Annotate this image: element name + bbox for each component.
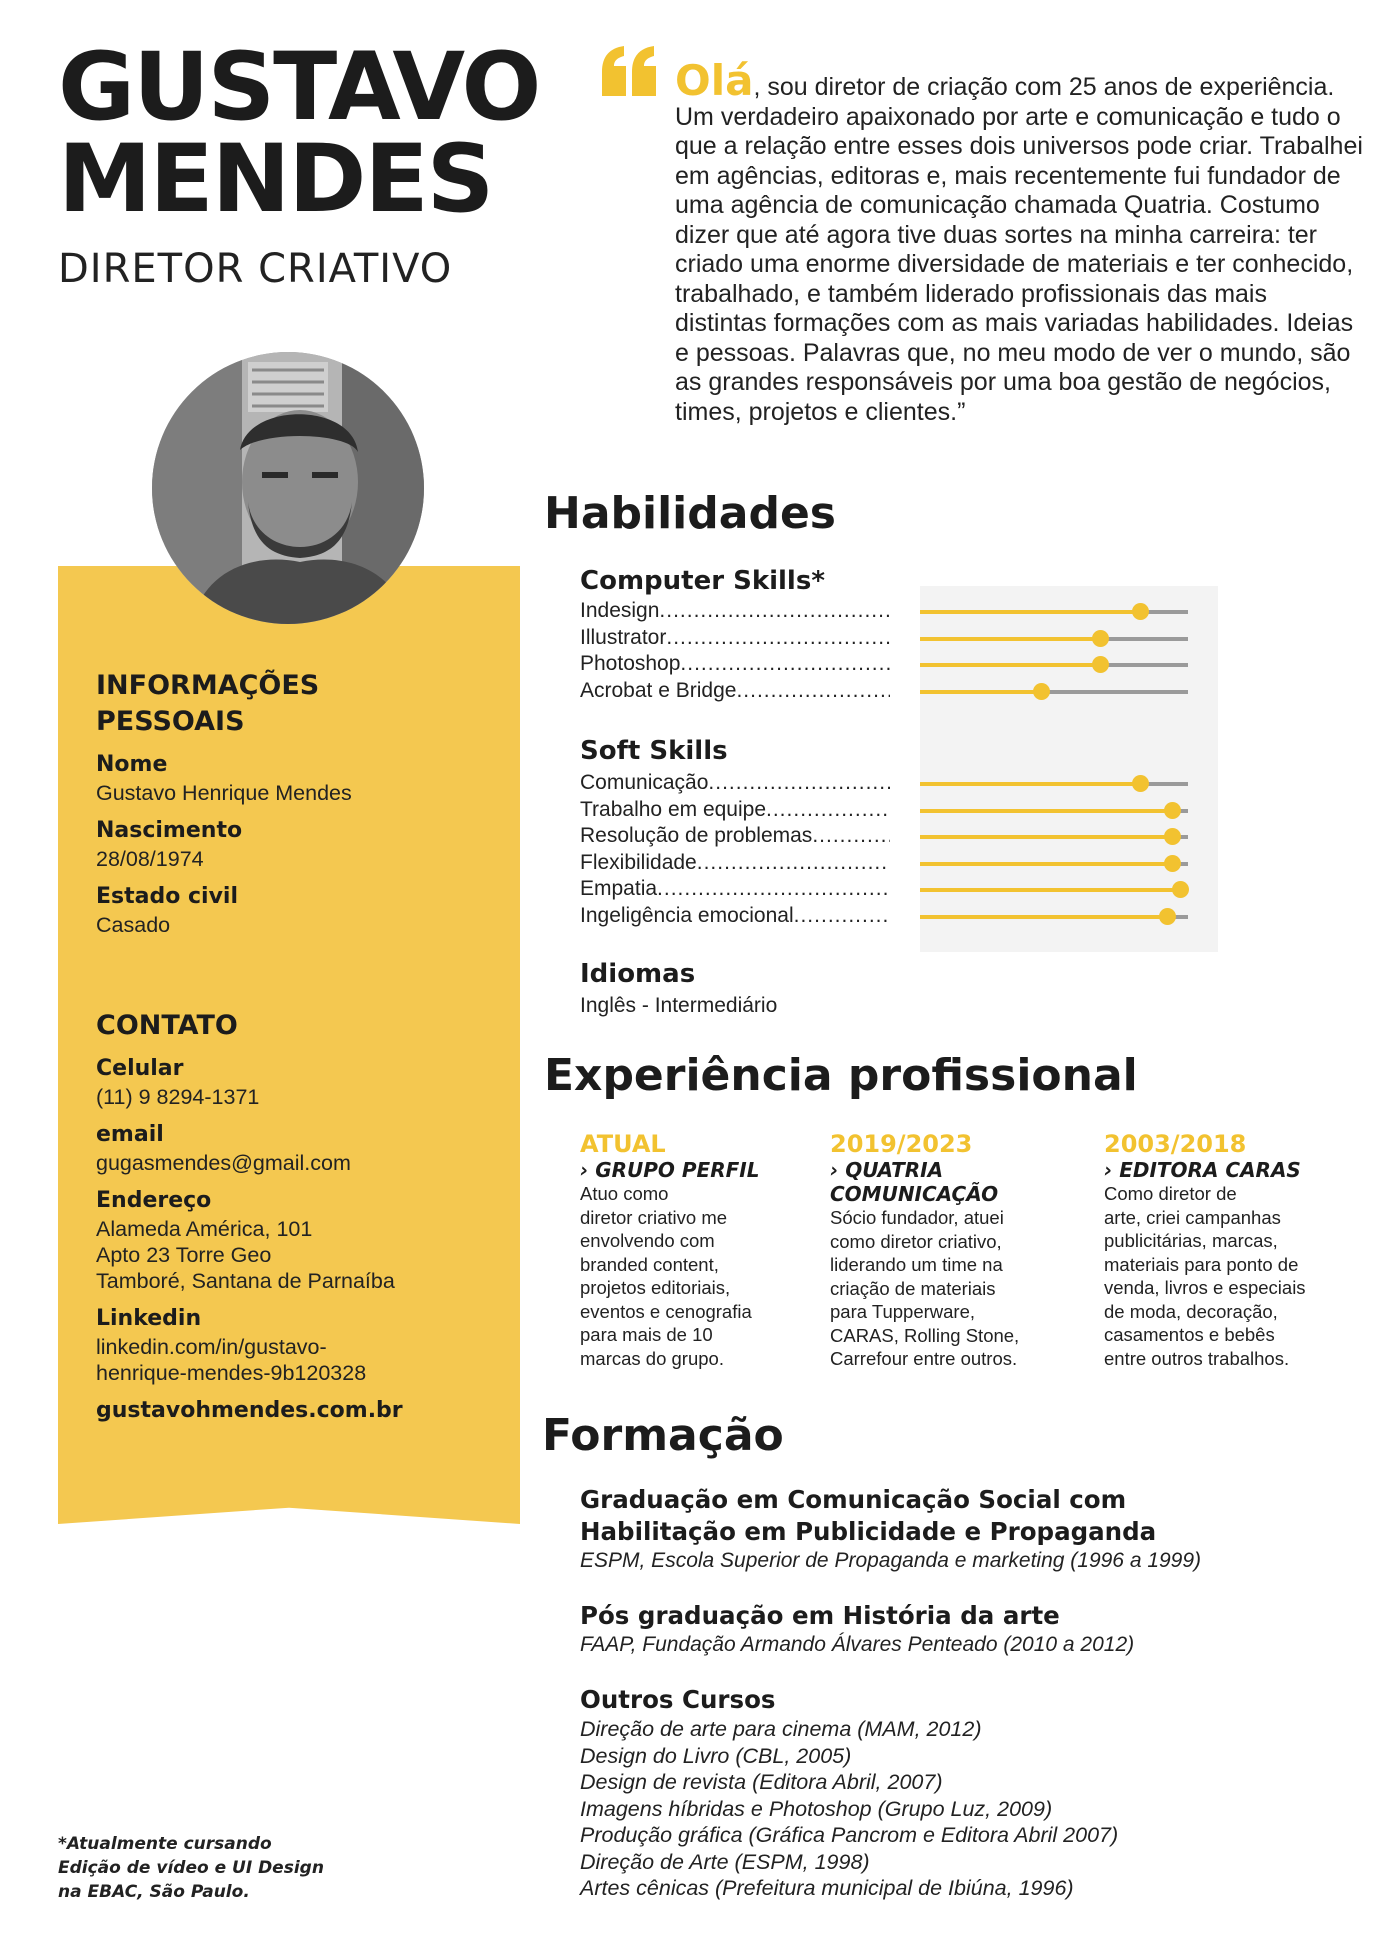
skill-fill: [920, 915, 1167, 919]
full-name: [58, 33, 578, 234]
computer-skills-heading: Computer Skills*: [580, 566, 825, 596]
degree-title: Graduação em Comunicação Social com: [580, 1485, 1127, 1514]
skill-label: Empatia .....: [580, 876, 890, 902]
experience-heading: Experiência profissional: [544, 1050, 1138, 1101]
skill-fill: [920, 637, 1100, 641]
field-value: Casado: [96, 913, 171, 937]
description-line: publicitárias, marcas,: [1104, 1230, 1278, 1251]
skill-track: [920, 862, 1188, 866]
intro-highlight: Olá: [675, 56, 754, 105]
skill-label: Ingeligência emocional .....: [580, 903, 890, 929]
skill-knob: [1159, 908, 1176, 925]
field-marital-status: [96, 882, 496, 938]
description-line: liderando um time na: [830, 1254, 1003, 1275]
job-title: DIRETOR CRIATIVO: [58, 246, 453, 292]
address-line: Alameda América, 101: [96, 1217, 313, 1241]
skill-track: [920, 835, 1188, 839]
description-line: de moda, decoração,: [1104, 1300, 1278, 1322]
contact-address: [96, 1186, 506, 1294]
description-line: para mais de 10: [580, 1324, 713, 1345]
course-item: Produção gráfica (Gráfica Pancrom e Editora Abril 2007): [580, 1823, 1119, 1847]
skill-knob: [1164, 802, 1181, 819]
degree-title: Pós graduação em História da arte: [580, 1601, 1060, 1630]
course-item: Imagens híbridas e Photoshop (Grupo Luz, 2009): [580, 1796, 1053, 1821]
skill-label: Resolução de problemas .....: [580, 823, 890, 849]
skill-fill: [920, 888, 1180, 892]
website-link[interactable]: gustavohmendes.com.br: [96, 1398, 403, 1423]
contact-heading: CONTATO: [96, 1010, 238, 1041]
skill-label: Acrobat e Bridge .....: [580, 678, 890, 704]
course-item: Artes cênicas (Prefeitura municipal de Ibiúna, 1996): [580, 1876, 1074, 1900]
personal-info-heading: [96, 668, 496, 740]
skill-label: Illustrator .....: [580, 625, 890, 651]
field-value: 28/08/1974: [96, 847, 204, 871]
personal-info-heading-line2: PESSOAIS: [96, 706, 245, 737]
description-line: Atuo como: [580, 1183, 669, 1204]
skill-track: [920, 782, 1188, 786]
description-line: Como diretor de: [1104, 1183, 1237, 1204]
skill-knob: [1092, 630, 1109, 647]
field-label: Endereço: [96, 1188, 212, 1213]
description-line: branded content,: [580, 1253, 719, 1275]
skill-label: Photoshop .....: [580, 651, 890, 677]
skill-row: [580, 850, 1340, 877]
skill-track: [920, 690, 1188, 694]
languages-value: Inglês - Intermediário: [580, 994, 778, 1017]
contact-email: [96, 1120, 506, 1176]
experience-date: 2003/2018: [1104, 1130, 1247, 1158]
experience-item: [1104, 1130, 1354, 1370]
description-line: materiais para ponto de: [1104, 1253, 1299, 1275]
first-name: GUSTAVO: [58, 33, 540, 142]
contact-linkedin: [96, 1304, 506, 1386]
footnote: [58, 1832, 378, 1904]
experience-company: › QUATRIA: [830, 1158, 944, 1182]
portrait-icon: [152, 352, 424, 624]
intro-paragraph: [675, 56, 1365, 427]
description-line: projetos editoriais,: [580, 1277, 731, 1298]
description-line: arte, criei campanhas: [1104, 1206, 1281, 1228]
skill-knob: [1033, 683, 1050, 700]
skill-fill: [920, 690, 1041, 694]
skill-knob: [1132, 775, 1149, 792]
description-line: venda, livros e especiais: [1104, 1277, 1306, 1298]
description-line: marcas do grupo.: [580, 1347, 724, 1369]
field-label: email: [96, 1122, 164, 1147]
education-list: [580, 1484, 1360, 1902]
experience-date: 2019/2023: [830, 1130, 973, 1158]
skill-knob: [1164, 828, 1181, 845]
degree-school: FAAP, Fundação Armando Álvares Penteado (2010 a 2012): [580, 1633, 1135, 1656]
phone-value[interactable]: (11) 9 8294-1371: [96, 1085, 260, 1109]
field-label: Nome: [96, 752, 168, 777]
skill-row: [580, 598, 1340, 625]
skill-row: [580, 876, 1340, 903]
experience-description: [580, 1182, 820, 1370]
field-label: Celular: [96, 1056, 184, 1081]
skills-heading: Habilidades: [544, 488, 836, 539]
experience-description: [1104, 1182, 1354, 1370]
skill-fill: [920, 663, 1100, 667]
skill-row: [580, 823, 1340, 850]
skill-label: Comunicação .....: [580, 770, 890, 796]
field-label: Linkedin: [96, 1306, 202, 1331]
skill-fill: [920, 809, 1172, 813]
skill-knob: [1092, 656, 1109, 673]
profile-photo: [152, 352, 424, 624]
skill-fill: [920, 862, 1172, 866]
field-label: Estado civil: [96, 884, 239, 909]
description-line: entre outros trabalhos.: [1104, 1347, 1290, 1369]
courses-heading: Outros Cursos: [580, 1685, 776, 1714]
skill-fill: [920, 835, 1172, 839]
skill-track: [920, 915, 1188, 919]
skill-row: [580, 770, 1340, 797]
skill-knob: [1172, 881, 1189, 898]
description-line: Carrefour entre outros.: [830, 1348, 1018, 1369]
skill-label: Indesign .....: [580, 598, 890, 624]
course-item: Direção de Arte (ESPM, 1998): [580, 1849, 870, 1874]
quote-icon: [598, 44, 660, 98]
skill-label: Trabalho em equipe .....: [580, 797, 890, 823]
experience-company-line2: COMUNICAÇÃO: [830, 1182, 999, 1206]
address-line: Tamboré, Santana de Parnaíba: [96, 1269, 395, 1293]
description-line: envolvendo com: [580, 1230, 715, 1251]
skill-fill: [920, 610, 1140, 614]
experience-date: ATUAL: [580, 1130, 666, 1158]
description-line: como diretor criativo,: [830, 1230, 1002, 1252]
degree-title: Habilitação em Publicidade e Propaganda: [580, 1517, 1157, 1546]
description-line: CARAS, Rolling Stone,: [830, 1324, 1020, 1346]
field-birth: [96, 816, 496, 872]
contact-section: [96, 1008, 506, 1426]
skill-row: [580, 797, 1340, 824]
skill-label: Flexibilidade .....: [580, 850, 890, 876]
footnote-line: *Atualmente cursando: [58, 1834, 272, 1854]
skill-track: [920, 809, 1188, 813]
personal-info-section: [96, 668, 496, 938]
skill-row: [580, 903, 1340, 930]
degree-school: ESPM, Escola Superior de Propaganda e marketing (1996 a 1999): [580, 1549, 1202, 1572]
experience-item: [580, 1130, 820, 1370]
email-link[interactable]: gugasmendes@gmail.com: [96, 1151, 351, 1175]
skill-track: [920, 637, 1188, 641]
field-name: [96, 750, 496, 806]
description-line: diretor criativo me: [580, 1206, 728, 1228]
field-value: Gustavo Henrique Mendes: [96, 781, 352, 805]
languages-heading: Idiomas: [580, 959, 696, 989]
description-line: Sócio fundador, atuei: [830, 1207, 1004, 1228]
description-line: para Tupperware,: [830, 1301, 976, 1322]
soft-skills-heading: Soft Skills: [580, 736, 728, 766]
address-line: Apto 23 Torre Geo: [96, 1243, 272, 1267]
experience-item: [830, 1130, 1070, 1371]
skill-row: [580, 678, 1340, 705]
skill-knob: [1132, 603, 1149, 620]
degree-item: [580, 1600, 1360, 1658]
personal-info-heading-line1: INFORMAÇÕES: [96, 670, 320, 701]
experience-company: › GRUPO PERFIL: [580, 1158, 760, 1182]
description-line: eventos e cenografia: [580, 1300, 752, 1322]
course-item: Design do Livro (CBL, 2005): [580, 1743, 852, 1768]
skill-row: [580, 651, 1340, 678]
footnote-line: na EBAC, São Paulo.: [58, 1882, 250, 1902]
last-name: MENDES: [58, 125, 493, 234]
description-line: criação de materiais: [830, 1277, 996, 1299]
linkedin-link[interactable]: henrique-mendes-9b120328: [96, 1361, 367, 1385]
course-item: Design de revista (Editora Abril, 2007): [580, 1770, 943, 1794]
field-label: Nascimento: [96, 818, 243, 843]
linkedin-link[interactable]: linkedin.com/in/gustavo-: [96, 1335, 327, 1359]
description-line: casamentos e bebês: [1104, 1324, 1275, 1345]
skill-row: [580, 625, 1340, 652]
skill-track: [920, 663, 1188, 667]
footnote-line: Edição de vídeo e UI Design: [58, 1858, 324, 1878]
degree-item: [580, 1484, 1360, 1574]
experience-company: › EDITORA CARAS: [1104, 1158, 1301, 1182]
skill-track: [920, 610, 1188, 614]
experience-description: [830, 1206, 1070, 1371]
skill-track: [920, 888, 1188, 892]
skill-knob: [1164, 855, 1181, 872]
intro-text: , sou diretor de criação com 25 anos de experiência. Um verdadeiro apaixonado por arte e comunicação e tudo o que a relação entre esses dois universos pode criar. Trabalhei em agências, editoras e, mais recentemente fui fundador de uma agência de comunicação chamada Quatria. Costumo dizer que até agora tive duas sortes na minha carreira: ter criado uma enorme diversidade de materiais e ter conhecido, trabalhado, e também liderado profissionais das mais distintas formações com as mais variadas habilidades. Ideias e pessoas. Palavras que, no meu modo de ver o mundo, são as grandes responsáveis por uma boa gestão de negócios, times, projetos e clientes.”: [675, 73, 1363, 426]
course-item: Direção de arte para cinema (MAM, 2012): [580, 1717, 982, 1741]
courses-block: [580, 1684, 1360, 1902]
education-heading: Formação: [542, 1410, 784, 1461]
contact-phone: [96, 1054, 506, 1110]
skill-fill: [920, 782, 1140, 786]
